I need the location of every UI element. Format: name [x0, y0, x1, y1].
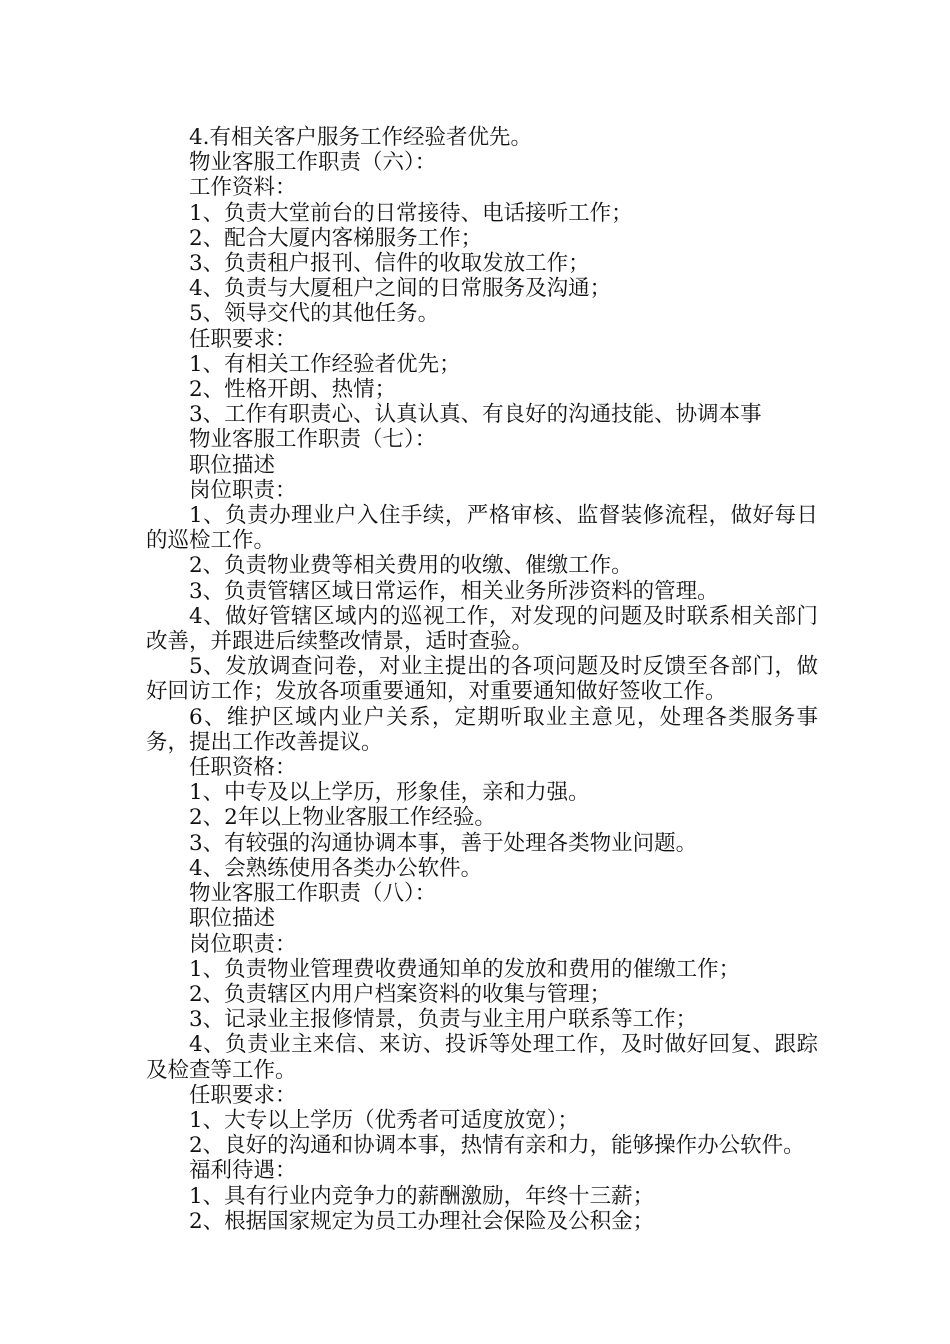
list-item: 4、会熟练使用各类办公软件。 [189, 855, 483, 881]
list-item: 1、负责大堂前台的日常接待、电话接听工作； [189, 200, 633, 226]
list-item: 3、有较强的沟通协调本事，善于处理各类物业问题。 [189, 830, 698, 856]
subheading: 任职资格： [189, 755, 297, 781]
list-item: 2、良好的沟通和协调本事，热情有亲和力，能够操作办公软件。 [189, 1133, 805, 1159]
subheading: 岗位职责： [189, 931, 297, 957]
list-item: 3、负责租户报刊、信件的收取发放工作； [189, 251, 590, 277]
subheading: 福利待遇： [189, 1158, 297, 1184]
list-item: 2、性格开朗、热情； [189, 377, 397, 403]
list-item: 2、2年以上物业客服工作经验。 [189, 805, 496, 831]
list-item: 3、工作有职责心、认真认真、有良好的沟通技能、协调本事 [189, 402, 762, 428]
section-heading: 物业客服工作职责（八）： [189, 881, 437, 907]
list-item: 1、负责物业管理费收费通知单的发放和费用的催缴工作； [189, 956, 741, 982]
list-item: 5、发放调查问卷，对业主提出的各项问题及时反馈至各部门，做好回访工作；发放各项重要通知，对重要通知做好签收工作。 [146, 654, 818, 705]
list-item: 1、负责办理业户入住手续，严格审核、监督装修流程，做好每日的巡检工作。 [146, 503, 818, 554]
list-item: 3、负责管辖区域日常运作，相关业务所涉资料的管理。 [189, 578, 719, 604]
list-item: 1、有相关工作经验者优先； [189, 351, 461, 377]
list-item: 2、配合大厦内客梯服务工作； [189, 225, 483, 251]
list-item: 1、中专及以上学历，形象佳，亲和力强。 [189, 780, 590, 806]
list-item: 3、记录业主报修情景，负责与业主用户联系等工作； [189, 1007, 698, 1033]
subheading: 职位描述 [189, 906, 276, 932]
subheading: 工作资料： [189, 175, 297, 201]
section-heading: 物业客服工作职责（六）： [189, 150, 437, 176]
list-item: 2、负责辖区内用户档案资料的收集与管理； [189, 981, 612, 1007]
subheading: 职位描述 [189, 452, 276, 478]
subheading: 任职要求： [189, 326, 297, 352]
subheading: 任职要求： [189, 1082, 297, 1108]
list-item: 4、负责业主来信、来访、投诉等处理工作，及时做好回复、跟踪及检查等工作。 [146, 1032, 818, 1083]
document-body [146, 125, 818, 1234]
list-item: 1、大专以上学历（优秀者可适度放宽）； [189, 1107, 579, 1133]
list-item: 6、维护区域内业户关系，定期听取业主意见，处理各类服务事务，提出工作改善提议。 [146, 704, 818, 755]
list-item: 2、负责物业费等相关费用的收缴、催缴工作。 [189, 553, 633, 579]
paragraph: 4.有相关客户服务工作经验者优先。 [189, 125, 533, 150]
list-item: 4、做好管辖区域内的巡视工作，对发现的问题及时联系相关部门改善，并跟进后续整改情景，适时查验。 [146, 603, 818, 655]
list-item: 5、领导交代的其他任务。 [189, 301, 440, 327]
subheading: 岗位职责： [189, 477, 297, 503]
list-item: 1、具有行业内竞争力的薪酬激励，年终十三薪； [189, 1183, 655, 1209]
list-item: 4、负责与大厦租户之间的日常服务及沟通； [189, 276, 612, 302]
section-heading: 物业客服工作职责（七）： [189, 427, 437, 453]
list-item: 2、根据国家规定为员工办理社会保险及公积金； [189, 1208, 655, 1234]
